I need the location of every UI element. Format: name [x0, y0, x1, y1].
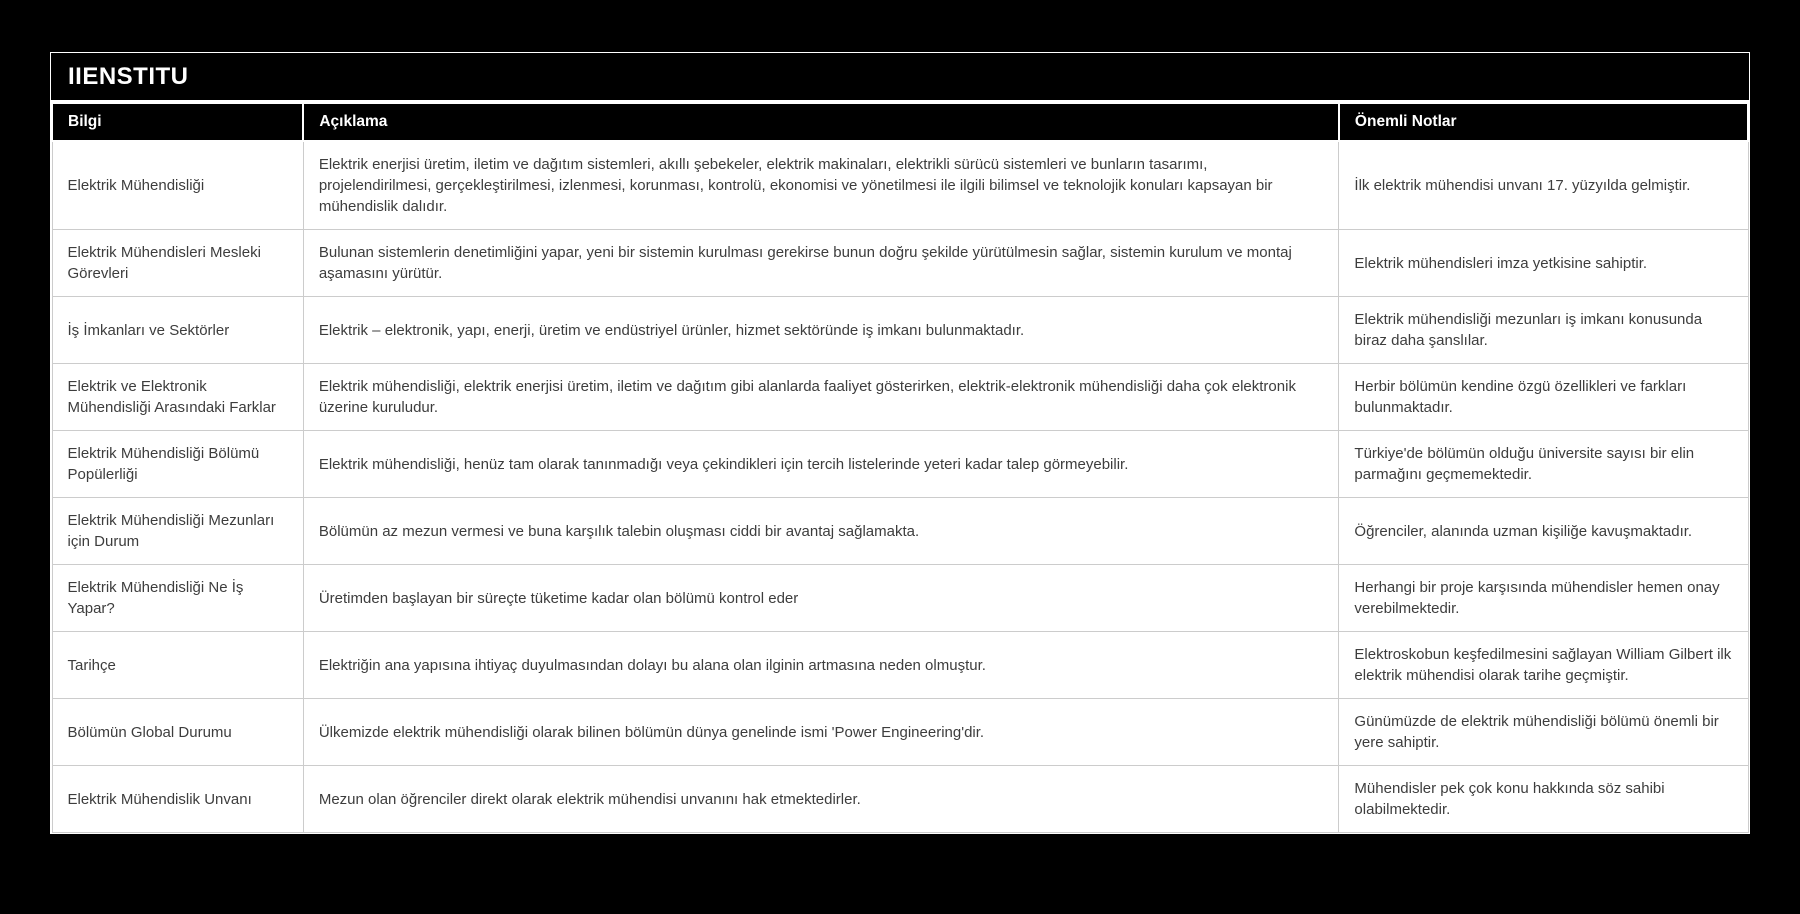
- cell-aciklama: Elektrik – elektronik, yapı, enerji, üretim ve endüstriyel ürünler, hizmet sektöründe iş imkanı bulunmaktadır.: [303, 297, 1339, 364]
- cell-aciklama: Elektrik mühendisliği, henüz tam olarak tanınmadığı veya çekindikleri için tercih listelerinde yeteri kadar talep görmeyebilir.: [303, 431, 1339, 498]
- column-header-notlar: Önemli Notlar: [1339, 103, 1748, 141]
- table-row: [52, 431, 1748, 498]
- cell-aciklama: Bulunan sistemlerin denetimliğini yapar, yeni bir sistemin kurulması gerekirse bunun doğru şekilde yürütülmesin sağlar, sistemin kurulum ve montaj aşamasını yürütür.: [303, 230, 1339, 297]
- table-row: [52, 565, 1748, 632]
- content-panel: [50, 52, 1750, 834]
- cell-notlar: Türkiye'de bölümün olduğu üniversite sayısı bir elin parmağını geçmemektedir.: [1339, 431, 1748, 498]
- info-table: [51, 102, 1749, 833]
- table-row: [52, 297, 1748, 364]
- cell-bilgi: Elektrik Mühendisliği: [52, 141, 303, 230]
- cell-notlar: Elektrik mühendisleri imza yetkisine sahiptir.: [1339, 230, 1748, 297]
- column-header-bilgi: Bilgi: [52, 103, 303, 141]
- page-title: IIENSTITU: [68, 62, 189, 90]
- cell-aciklama: Elektriğin ana yapısına ihtiyaç duyulmasından dolayı bu alana olan ilginin artmasına neden olmuştur.: [303, 632, 1339, 699]
- column-header-aciklama: Açıklama: [303, 103, 1339, 141]
- table-row: [52, 766, 1748, 833]
- cell-bilgi: Tarihçe: [52, 632, 303, 699]
- cell-bilgi: İş İmkanları ve Sektörler: [52, 297, 303, 364]
- cell-aciklama: Üretimden başlayan bir süreçte tüketime kadar olan bölümü kontrol eder: [303, 565, 1339, 632]
- cell-notlar: Elektroskobun keşfedilmesini sağlayan William Gilbert ilk elektrik mühendisi olarak tarihe geçmiştir.: [1339, 632, 1748, 699]
- cell-notlar: Herhangi bir proje karşısında mühendisler hemen onay verebilmektedir.: [1339, 565, 1748, 632]
- cell-bilgi: Elektrik Mühendislik Unvanı: [52, 766, 303, 833]
- cell-bilgi: Elektrik Mühendisliği Mezunları için Durum: [52, 498, 303, 565]
- cell-bilgi: Elektrik Mühendisleri Mesleki Görevleri: [52, 230, 303, 297]
- cell-notlar: İlk elektrik mühendisi unvanı 17. yüzyılda gelmiştir.: [1339, 141, 1748, 230]
- cell-notlar: Herbir bölümün kendine özgü özellikleri ve farkları bulunmaktadır.: [1339, 364, 1748, 431]
- cell-bilgi: Elektrik ve Elektronik Mühendisliği Arasındaki Farklar: [52, 364, 303, 431]
- cell-bilgi: Elektrik Mühendisliği Bölümü Popülerliği: [52, 431, 303, 498]
- cell-bilgi: Elektrik Mühendisliği Ne İş Yapar?: [52, 565, 303, 632]
- cell-aciklama: Elektrik enerjisi üretim, iletim ve dağıtım sistemleri, akıllı şebekeler, elektrik makinaları, elektrikli sürücü sistemleri ve bunların tasarımı, projelendirilmesi, gerçekleştirilmesi, izlenmesi, korunması, kontrolü, ekonomisi ve yönetilmesi ile ilgili bilimsel ve teknolojik konuları kapsayan bir mühendislik dalıdır.: [303, 141, 1339, 230]
- table-row: [52, 699, 1748, 766]
- cell-notlar: Elektrik mühendisliği mezunları iş imkanı konusunda biraz daha şanslılar.: [1339, 297, 1748, 364]
- table-row: [52, 498, 1748, 565]
- title-bar: [51, 53, 1749, 102]
- cell-notlar: Öğrenciler, alanında uzman kişiliğe kavuşmaktadır.: [1339, 498, 1748, 565]
- table-row: [52, 364, 1748, 431]
- cell-aciklama: Bölümün az mezun vermesi ve buna karşılık talebin oluşması ciddi bir avantaj sağlamakta.: [303, 498, 1339, 565]
- cell-aciklama: Ülkemizde elektrik mühendisliği olarak bilinen bölümün dünya genelinde ismi 'Power Engineering'dir.: [303, 699, 1339, 766]
- table-header: [52, 103, 1748, 141]
- cell-aciklama: Elektrik mühendisliği, elektrik enerjisi üretim, iletim ve dağıtım gibi alanlarda faaliyet gösterirken, elektrik-elektronik mühendisliği daha çok elektronik üzerine kuruludur.: [303, 364, 1339, 431]
- table-row: [52, 632, 1748, 699]
- cell-notlar: Günümüzde de elektrik mühendisliği bölümü önemli bir yere sahiptir.: [1339, 699, 1748, 766]
- cell-aciklama: Mezun olan öğrenciler direkt olarak elektrik mühendisi unvanını hak etmektedirler.: [303, 766, 1339, 833]
- table-row: [52, 230, 1748, 297]
- table-body: [52, 141, 1748, 833]
- table-row: [52, 141, 1748, 230]
- cell-bilgi: Bölümün Global Durumu: [52, 699, 303, 766]
- cell-notlar: Mühendisler pek çok konu hakkında söz sahibi olabilmektedir.: [1339, 766, 1748, 833]
- header-row: [52, 103, 1748, 141]
